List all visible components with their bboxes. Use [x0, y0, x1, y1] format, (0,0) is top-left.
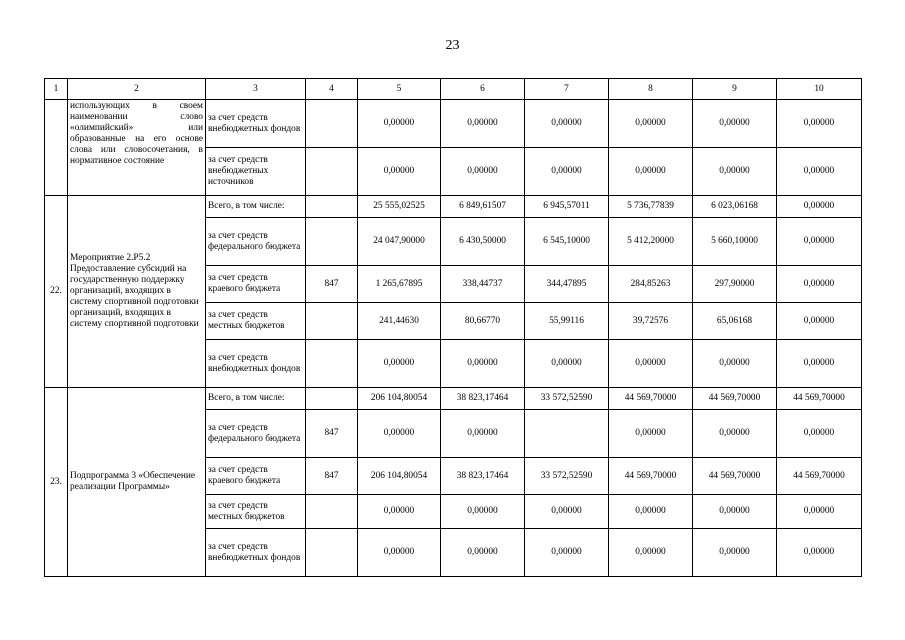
value-cell: 33 572,52590: [525, 458, 609, 495]
column-header: 10: [777, 79, 862, 100]
value-cell: 0,00000: [441, 340, 525, 388]
item-description: использующих в своем наименовании слово «олимпийский» или образованные на его основе слова или словосочетания, в нормативное состояние: [68, 100, 206, 196]
value-cell: 0,00000: [525, 495, 609, 529]
value-cell: 0,00000: [358, 148, 441, 196]
value-cell: 38 823,17464: [441, 388, 525, 410]
value-cell: 0,00000: [441, 148, 525, 196]
funding-source: за счет средств внебюджетных источников: [206, 148, 306, 196]
page-number: 23: [445, 38, 460, 53]
value-cell: 6 430,50000: [441, 218, 525, 266]
value-cell: 25 555,02525: [358, 196, 441, 218]
value-cell: 0,00000: [777, 148, 862, 196]
value-cell: 0,00000: [777, 196, 862, 218]
row-number-cell: 22.: [45, 196, 68, 388]
value-cell: 0,00000: [777, 529, 862, 577]
value-cell: 5 660,10000: [693, 218, 777, 266]
value-cell: 0,00000: [441, 529, 525, 577]
column-header: 1: [45, 79, 68, 100]
table-row: [45, 100, 862, 148]
code-cell: 847: [306, 410, 358, 458]
code-cell: [306, 495, 358, 529]
value-cell: 0,00000: [609, 495, 693, 529]
value-cell: 338,44737: [441, 266, 525, 303]
value-cell: [525, 410, 609, 458]
value-cell: 6 849,61507: [441, 196, 525, 218]
value-cell: 0,00000: [693, 100, 777, 148]
value-cell: 0,00000: [358, 410, 441, 458]
item-description: Подпрограмма 3 «Обеспечение реализации Программы»: [68, 388, 206, 577]
value-cell: 284,85263: [609, 266, 693, 303]
row-number-cell: 23.: [45, 388, 68, 577]
budget-table: [44, 78, 862, 577]
value-cell: 0,00000: [693, 148, 777, 196]
funding-source: за счет средств краевого бюджета: [206, 266, 306, 303]
column-header: 4: [306, 79, 358, 100]
value-cell: 344,47895: [525, 266, 609, 303]
funding-source: за счет средств внебюджетных фондов: [206, 100, 306, 148]
funding-source: Всего, в том числе:: [206, 388, 306, 410]
column-header: 6: [441, 79, 525, 100]
value-cell: 0,00000: [777, 218, 862, 266]
value-cell: 0,00000: [693, 495, 777, 529]
funding-source: за счет средств внебюджетных фондов: [206, 340, 306, 388]
column-header: 7: [525, 79, 609, 100]
value-cell: 206 104,80054: [358, 388, 441, 410]
value-cell: 0,00000: [441, 100, 525, 148]
table-row: [45, 196, 862, 218]
value-cell: 206 104,80054: [358, 458, 441, 495]
funding-source: за счет средств местных бюджетов: [206, 303, 306, 340]
code-cell: [306, 388, 358, 410]
value-cell: 0,00000: [693, 410, 777, 458]
code-cell: 847: [306, 266, 358, 303]
value-cell: 6 545,10000: [525, 218, 609, 266]
value-cell: 5 412,20000: [609, 218, 693, 266]
value-cell: 0,00000: [693, 340, 777, 388]
value-cell: 297,90000: [693, 266, 777, 303]
value-cell: 33 572,52590: [525, 388, 609, 410]
value-cell: 0,00000: [441, 410, 525, 458]
code-cell: [306, 529, 358, 577]
value-cell: 44 569,70000: [777, 458, 862, 495]
item-description: Мероприятие 2.Р5.2 Предоставление субсидий на государственную поддержку организаций, входящих в систему спортивной подготовки организаций, входящих в систему спортивной подготовки: [68, 196, 206, 388]
value-cell: 1 265,67895: [358, 266, 441, 303]
value-cell: 0,00000: [777, 100, 862, 148]
column-header: 9: [693, 79, 777, 100]
value-cell: 0,00000: [609, 410, 693, 458]
value-cell: 0,00000: [777, 495, 862, 529]
value-cell: 44 569,70000: [609, 388, 693, 410]
funding-source: за счет средств федерального бюджета: [206, 218, 306, 266]
code-cell: 847: [306, 458, 358, 495]
value-cell: 39,72576: [609, 303, 693, 340]
value-cell: 0,00000: [777, 410, 862, 458]
table-row: [45, 388, 862, 410]
code-cell: [306, 218, 358, 266]
value-cell: 65,06168: [693, 303, 777, 340]
value-cell: 44 569,70000: [693, 458, 777, 495]
value-cell: 44 569,70000: [777, 388, 862, 410]
value-cell: 0,00000: [358, 340, 441, 388]
value-cell: 0,00000: [441, 495, 525, 529]
value-cell: 80,66770: [441, 303, 525, 340]
value-cell: 44 569,70000: [693, 388, 777, 410]
value-cell: 0,00000: [358, 529, 441, 577]
value-cell: 241,44630: [358, 303, 441, 340]
value-cell: 0,00000: [609, 148, 693, 196]
value-cell: 0,00000: [777, 266, 862, 303]
column-header: 8: [609, 79, 693, 100]
value-cell: 6 023,06168: [693, 196, 777, 218]
value-cell: 0,00000: [358, 100, 441, 148]
code-cell: [306, 148, 358, 196]
value-cell: 24 047,90000: [358, 218, 441, 266]
value-cell: 0,00000: [693, 529, 777, 577]
value-cell: 0,00000: [525, 340, 609, 388]
code-cell: [306, 303, 358, 340]
value-cell: 0,00000: [525, 148, 609, 196]
value-cell: 0,00000: [525, 529, 609, 577]
value-cell: 38 823,17464: [441, 458, 525, 495]
funding-source: за счет средств местных бюджетов: [206, 495, 306, 529]
value-cell: 0,00000: [609, 340, 693, 388]
column-number-row: [45, 79, 862, 100]
funding-source: за счет средств федерального бюджета: [206, 410, 306, 458]
value-cell: 0,00000: [777, 303, 862, 340]
funding-source: за счет средств краевого бюджета: [206, 458, 306, 495]
funding-source: за счет средств внебюджетных фондов: [206, 529, 306, 577]
value-cell: 0,00000: [525, 100, 609, 148]
value-cell: 6 945,57011: [525, 196, 609, 218]
code-cell: [306, 340, 358, 388]
row-number-cell: [45, 100, 68, 196]
code-cell: [306, 196, 358, 218]
code-cell: [306, 100, 358, 148]
column-header: 2: [68, 79, 206, 100]
funding-source: Всего, в том числе:: [206, 196, 306, 218]
value-cell: 55,99116: [525, 303, 609, 340]
column-header: 5: [358, 79, 441, 100]
value-cell: 5 736,77839: [609, 196, 693, 218]
column-header: 3: [206, 79, 306, 100]
value-cell: 0,00000: [777, 340, 862, 388]
value-cell: 0,00000: [609, 529, 693, 577]
value-cell: 0,00000: [609, 100, 693, 148]
value-cell: 0,00000: [358, 495, 441, 529]
value-cell: 44 569,70000: [609, 458, 693, 495]
